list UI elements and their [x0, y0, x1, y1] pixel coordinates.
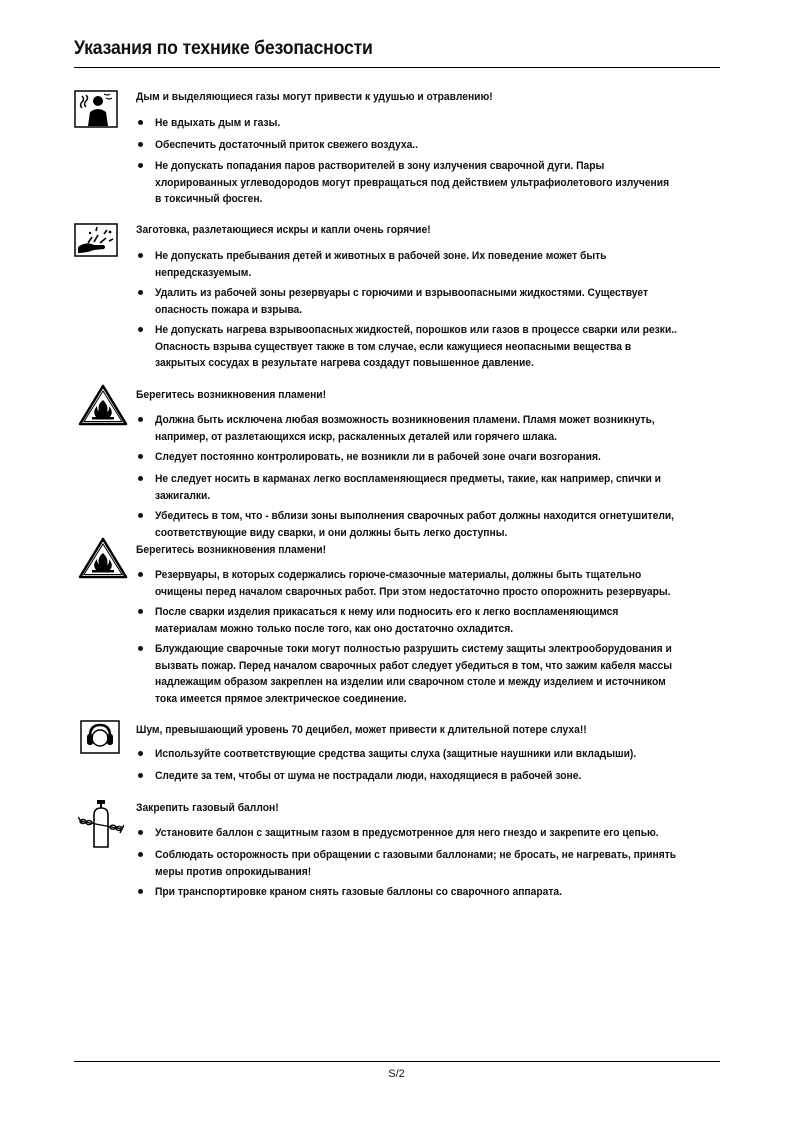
page-number: S/2	[388, 1068, 405, 1080]
section-title: Дым и выделяющиеся газы могут привести к удушью и отравлению!	[136, 91, 493, 103]
bullet-icon	[138, 454, 143, 459]
bullet-icon	[138, 751, 143, 756]
bullet-icon	[138, 327, 143, 332]
section-title: Берегитесь возникновения пламени!	[136, 544, 327, 556]
item-text: Не допускать нагрева взрывоопасных жидкостей, порошков или газов в процессе сварки или резки.. Опасность взрыва существует также в том случае, если кажущиеся неопасными вещества в закрытых сосудах в результате нагрева создадут повышенное давление.	[155, 324, 678, 369]
header-rule	[74, 67, 720, 68]
item-text: Не допускать пребывания детей и животных в рабочей зоне. Их поведение может быть непредсказуемым.	[155, 250, 607, 279]
bullet-icon	[138, 120, 143, 125]
item-text: Блуждающие сварочные токи могут полностью разрушить систему защиты электрооборудования и вызвать пожар. Перед началом сварочных работ следует убедиться в том, что зажим кабеля массы надлежащим образом закреплен на изделии или сварочном столе и между изделием и источником тока имеется прямое электрическое соединение.	[155, 643, 673, 705]
bullet-icon	[138, 852, 143, 857]
item-text: Следите за тем, чтобы от шума не пострадали люди, находящиеся в рабочей зоне.	[155, 770, 582, 782]
section-title: Закрепить газовый баллон!	[136, 802, 279, 814]
bullet-icon	[138, 830, 143, 835]
bullet-icon	[138, 572, 143, 577]
gas-cylinder-chain-icon	[78, 799, 124, 851]
bullet-icon	[138, 513, 143, 518]
item-text: Установите баллон с защитным газом в предусмотренное для него гнездо и закрепите его цепью.	[155, 827, 659, 839]
item-text: При транспортировке краном снять газовые баллоны со сварочного аппарата.	[155, 886, 562, 898]
item-text: После сварки изделия прикасаться к нему или подносить его к легко воспламеняющимся материалам можно только после того, как оно достаточно охладится.	[155, 606, 619, 635]
bullet-icon	[138, 417, 143, 422]
flammable-warning-triangle-icon	[78, 537, 128, 579]
bullet-icon	[138, 253, 143, 258]
bullet-icon	[138, 142, 143, 147]
section-title: Берегитесь возникновения пламени!	[136, 389, 327, 401]
bullet-icon	[138, 609, 143, 614]
item-text: Должна быть исключена любая возможность возникновения пламени. Пламя может возникнуть, например, от разлетающихся искр, раскаленных деталей или горячего шлака.	[155, 414, 655, 443]
bullet-icon	[138, 290, 143, 295]
footer-rule	[74, 1061, 720, 1062]
section-title: Шум, превышающий уровень 70 децибел, может привести к длительной потере слуха!!	[136, 724, 587, 736]
flammable-warning-triangle-icon	[78, 384, 128, 426]
item-text: Используйте соответствующие средства защиты слуха (защитные наушники или вкладыши).	[155, 748, 637, 760]
page-title: Указания по технике безопасности	[74, 38, 373, 59]
smoke-inhalation-person-icon	[74, 90, 118, 128]
item-text: Не допускать попадания паров растворителей в зону излучения сварочной дуги. Пары хлорированных углеводородов могут превращаться под действием ультрафиолетового излучения в токсичный фосген.	[155, 160, 670, 205]
item-text: Не вдыхать дым и газы.	[155, 117, 281, 129]
item-text: Обеспечить достаточный приток свежего воздуха..	[155, 139, 419, 151]
section-title: Заготовка, разлетающиеся искры и капли очень горячие!	[136, 224, 431, 236]
item-text: Резервуары, в которых содержались горюче-смазочные материалы, должны быть тщательно очищены перед началом сварочных работ. При этом недостаточно просто опорожнить резервуары.	[155, 569, 671, 598]
item-text: Следует постоянно контролировать, не возникли ли в рабочей зоне очаги возгорания.	[155, 451, 601, 463]
bullet-icon	[138, 773, 143, 778]
item-text: Не следует носить в карманах легко воспламеняющиеся предметы, такие, как например, спички и зажигалки.	[155, 473, 661, 502]
bullet-icon	[138, 163, 143, 168]
ear-protection-icon	[80, 720, 120, 754]
bullet-icon	[138, 646, 143, 651]
item-text: Удалить из рабочей зоны резервуары с горючими и взрывоопасными жидкостями. Существует опасность пожара и взрыва.	[155, 287, 649, 316]
item-text: Соблюдать осторожность при обращении с газовыми баллонами; не бросать, не нагревать, принять меры против опрокидывания!	[155, 849, 677, 878]
bullet-icon	[138, 889, 143, 894]
bullet-icon	[138, 476, 143, 481]
hot-sparks-hand-icon	[74, 223, 118, 257]
item-text: Убедитесь в том, что - вблизи зоны выполнения сварочных работ должны находится огнетушители, соответствующие виду сварки, и они должны быть легко доступны.	[155, 510, 675, 539]
